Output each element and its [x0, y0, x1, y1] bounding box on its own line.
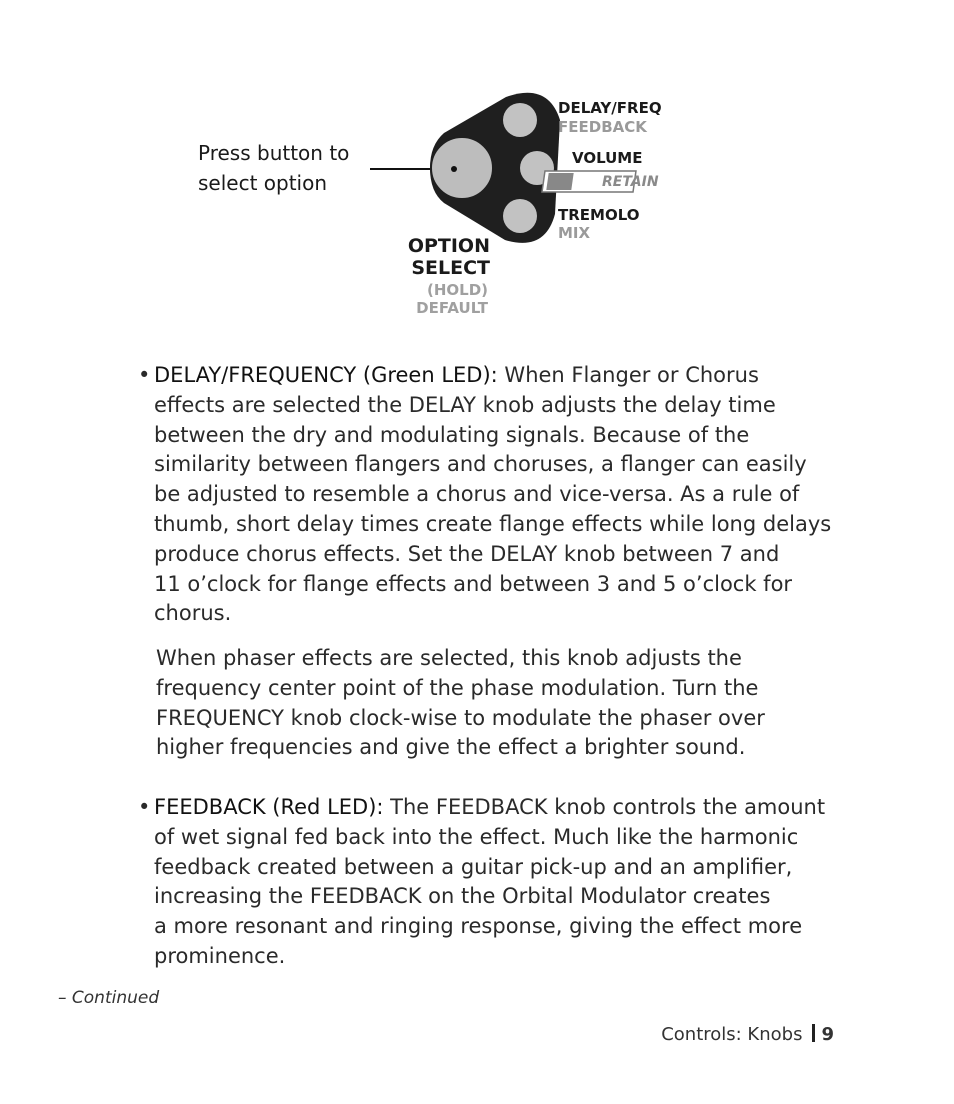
delay-freq-label: DELAY/FREQ — [558, 99, 662, 117]
delay-frequency-section — [138, 361, 838, 629]
callout-line: select option — [198, 171, 328, 195]
text-line: When phaser effects are selected, this knob adjusts the — [156, 646, 742, 670]
lo-badge-fill — [546, 173, 573, 190]
feedback-lead: FEEDBACK (Red LED): — [154, 795, 384, 819]
text-line: a more resonant and ringing response, giving the effect more — [154, 914, 803, 939]
text-line: be adjusted to resemble a chorus and vice-versa. As a rule of — [154, 482, 800, 507]
text-line: increasing the FEEDBACK on the Orbital Modulator creates — [154, 884, 771, 909]
tremolo-knob — [503, 199, 537, 233]
mix-label: MIX — [558, 224, 591, 242]
delay-lead: DELAY/FREQUENCY (Green LED): — [154, 363, 498, 387]
page-number: 9 — [821, 1024, 834, 1045]
bullet-paragraph — [138, 793, 838, 972]
text-line: When Flanger or Chorus — [497, 363, 759, 387]
text-line: similarity between flangers and choruses, a flanger can easily — [154, 452, 807, 477]
text-line: The FEEDBACK knob controls the amount — [383, 795, 826, 819]
hold-label: (HOLD) — [426, 281, 488, 299]
bullet-dot: • — [138, 363, 151, 387]
page-footer — [661, 1024, 834, 1045]
phaser-paragraph — [138, 644, 856, 763]
select-label: SELECT — [411, 257, 490, 279]
text-line: prominence. — [154, 943, 286, 968]
text-line: thumb, short delay times create flange effects while long delays — [154, 511, 832, 536]
feedback-section — [138, 793, 838, 972]
text-line: chorus. — [154, 601, 232, 626]
feedback-label: FEEDBACK — [558, 118, 647, 136]
tremolo-label: TREMOLO — [558, 206, 640, 224]
continued-note: – Continued — [58, 988, 160, 1008]
bullet-paragraph — [138, 361, 838, 629]
lo-label: LO — [576, 174, 597, 190]
option-select-button — [431, 137, 493, 199]
text-line: between the dry and modulating signals. Because of the — [154, 422, 750, 447]
callout-line: Press button to — [198, 141, 350, 165]
text-line: produce chorus effects. Set the DELAY knob between 7 and — [154, 541, 780, 566]
footer-section-title: Controls: Knobs — [661, 1024, 803, 1045]
default-label: DEFAULT — [416, 299, 488, 317]
text-line: frequency center point of the phase modulation. Turn the — [156, 675, 759, 700]
text-line: feedback created between a guitar pick-up and an amplifier, — [154, 854, 793, 879]
footer-divider — [812, 1024, 815, 1042]
text-line: FREQUENCY knob clock-wise to modulate the phaser over — [156, 705, 765, 730]
text-line: of wet signal fed back into the effect. Much like the harmonic — [154, 824, 799, 849]
text-line: higher frequencies and give the effect a brighter sound. — [156, 735, 746, 760]
text-line: effects are selected the DELAY knob adjusts the delay time — [154, 392, 776, 417]
retain-label: RETAIN — [602, 174, 659, 190]
volume-label: VOLUME — [572, 149, 643, 167]
bullet-dot: • — [138, 795, 151, 819]
option-label: OPTION — [407, 235, 490, 257]
text-line: 11 o’clock for flange effects and between 3 and 5 o’clock for — [154, 571, 793, 596]
delay-knob — [503, 103, 537, 137]
callout-dot — [451, 166, 457, 172]
